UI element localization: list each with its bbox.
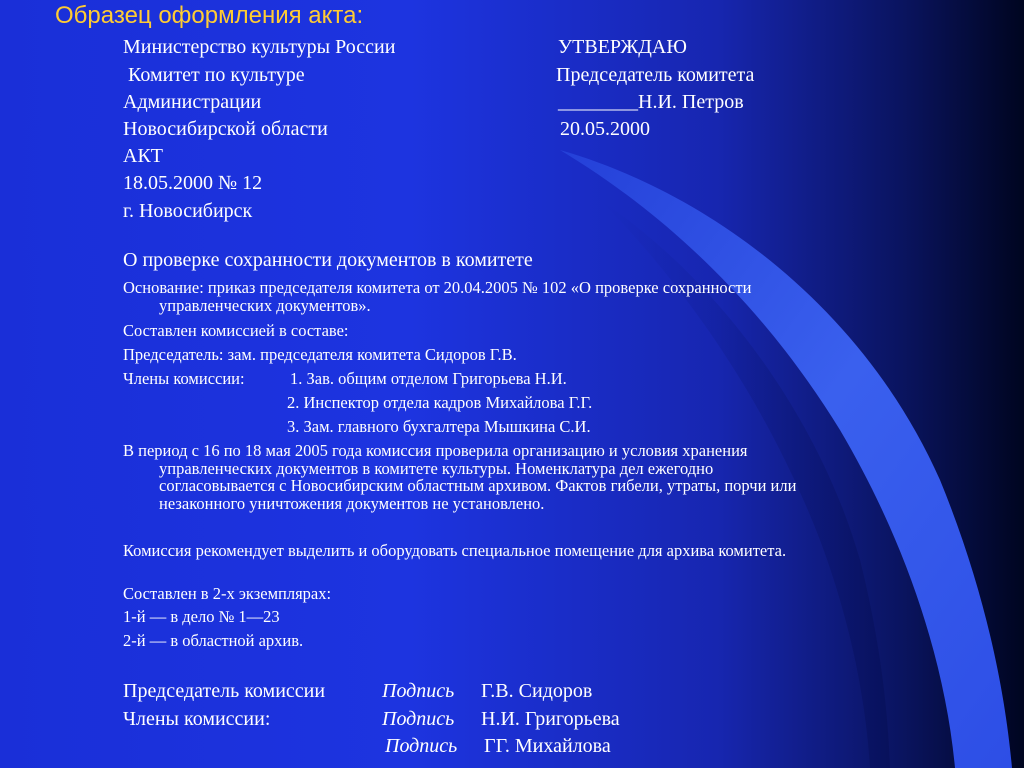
approver-signature-line: ________Н.И. Петров	[558, 91, 744, 113]
signature-mark-chair: Подпись	[382, 680, 455, 702]
header-left-line-2: Комитет по культуре	[128, 64, 305, 86]
signature-mark-member-1: Подпись	[382, 708, 455, 730]
approver-position: Председатель комитета	[556, 64, 755, 86]
chair-line: Председатель: зам. председателя комитета Сидоров Г.В.	[123, 345, 517, 364]
signature-name-member-1: Н.И. Григорьева	[481, 708, 620, 730]
header-left-line-3: Администрации	[123, 91, 262, 113]
signature-name-member-2: ГГ. Михайлова	[484, 735, 611, 757]
copies-line: Составлен в 2-х экземплярах:	[123, 584, 332, 603]
approval-stamp: УТВЕРЖДАЮ	[558, 36, 687, 58]
signature-name-chair: Г.В. Сидоров	[481, 680, 593, 702]
slide-title: Образец оформления акта:	[55, 2, 364, 29]
member-2: 2. Инспектор отдела кадров Михайлова Г.Г.	[287, 393, 593, 412]
member-1: 1. Зав. общим отделом Григорьева Н.И.	[290, 369, 567, 388]
finding-paragraph: В период с 16 по 18 мая 2005 года комиссия проверила организацию и условия хранения управленческих документов в комитете культуры. Номенклатура дел ежегодно согласовывается с Новосибирским областным архивом. Фактов гибели, утраты, порчи или незаконного уничтожения документов не установлено.	[123, 441, 797, 513]
signature-role-chair: Председатель комиссии	[123, 680, 326, 702]
signature-mark-member-2: Подпись	[385, 735, 458, 757]
composition-line: Составлен комиссией в составе:	[123, 321, 349, 340]
member-3: 3. Зам. главного бухгалтера Мышкина С.И.	[287, 417, 591, 436]
document-type: АКТ	[123, 145, 163, 167]
document-place: г. Новосибирск	[123, 200, 253, 222]
document-date-number: 18.05.2000 № 12	[123, 172, 263, 194]
basis-paragraph: Основание: приказ председателя комитета от 20.04.2005 № 102 «О проверке сохранности управленческих документов».	[123, 278, 752, 315]
header-left-line-1: Министерство культуры России	[123, 36, 396, 58]
header-left-line-4: Новосибирской области	[123, 118, 328, 140]
document-subject: О проверке сохранности документов в комитете	[123, 249, 533, 271]
approval-date: 20.05.2000	[560, 118, 650, 140]
members-label: Члены комиссии:	[123, 369, 245, 388]
copy-2-line: 2-й — в областной архив.	[123, 631, 304, 650]
copy-1-line: 1-й — в дело № 1—23	[123, 607, 280, 626]
recommendation-paragraph: Комиссия рекомендует выделить и оборудовать специальное помещение для архива комитета.	[123, 541, 787, 560]
signature-role-members: Члены комиссии:	[123, 708, 271, 730]
